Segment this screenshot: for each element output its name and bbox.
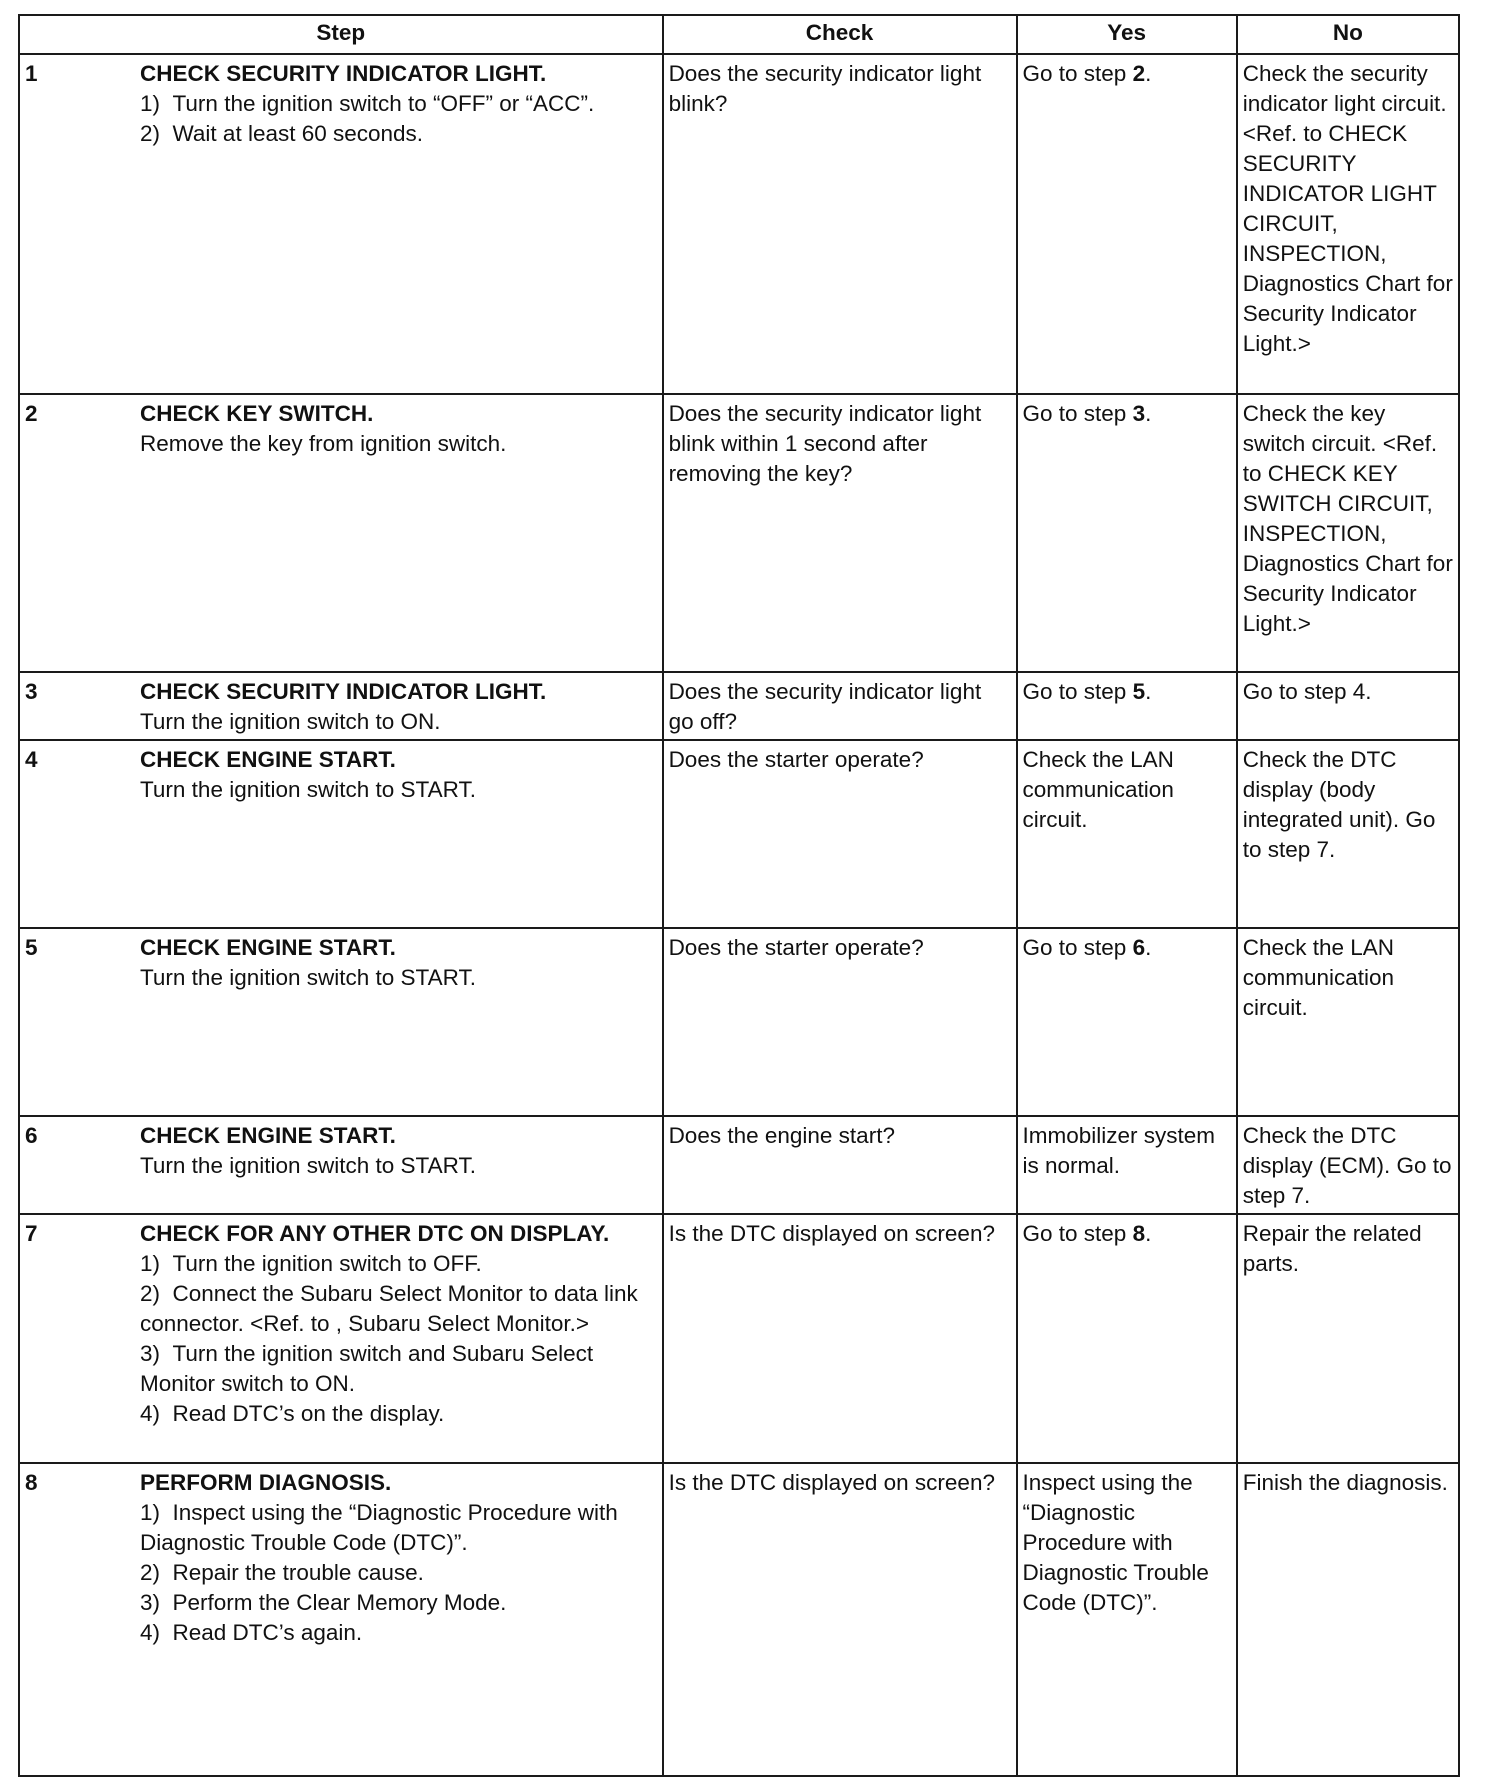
step-instruction: Turn the ignition switch to START. [140, 777, 476, 802]
table-row [19, 1214, 1459, 1463]
step-cell [19, 394, 663, 672]
yes-cell: Go to step 5. [1017, 672, 1237, 740]
step-instruction: 3) Perform the Clear Memory Mode. [140, 1590, 507, 1615]
step-title: CHECK SECURITY INDICATOR LIGHT. [140, 61, 547, 86]
step-instruction: 1) Inspect using the “Diagnostic Procedure with Diagnostic Trouble Code (DTC)”. [140, 1500, 618, 1555]
step-instruction: Turn the ignition switch to START. [140, 1153, 476, 1178]
step-title: CHECK ENGINE START. [140, 747, 396, 772]
step-number: 8 [25, 1470, 38, 1495]
diagnostic-chart-table [18, 14, 1460, 1777]
yes-cell: Check the LAN communication circuit. [1017, 740, 1237, 928]
yes-cell: Go to step 3. [1017, 394, 1237, 672]
check-cell: Does the starter operate? [663, 740, 1017, 928]
check-cell: Is the DTC displayed on screen? [663, 1463, 1017, 1776]
no-cell: Check the DTC display (ECM). Go to step 7. [1237, 1116, 1459, 1214]
step-number: 7 [25, 1221, 38, 1246]
step-instruction: 4) Read DTC’s again. [140, 1620, 363, 1645]
step-number: 4 [25, 747, 38, 772]
step-cell [19, 672, 663, 740]
table-row [19, 1116, 1459, 1214]
step-instruction: Remove the key from ignition switch. [140, 431, 507, 456]
step-instruction: 1) Turn the ignition switch to OFF. [140, 1251, 482, 1276]
no-cell: Check the security indicator light circuit. <Ref. to CHECK SECURITY INDICATOR LIGHT CIRCUIT, INSPECTION, Diagnostics Chart for Security Indicator Light.> [1237, 54, 1459, 394]
step-instruction: 2) Repair the trouble cause. [140, 1560, 424, 1585]
table-row [19, 672, 1459, 740]
table-header-row [19, 15, 1459, 54]
check-cell: Does the engine start? [663, 1116, 1017, 1214]
check-cell: Is the DTC displayed on screen? [663, 1214, 1017, 1463]
table-row [19, 740, 1459, 928]
yes-cell: Go to step 8. [1017, 1214, 1237, 1463]
table-row [19, 1463, 1459, 1776]
check-cell: Does the security indicator light blink? [663, 54, 1017, 394]
yes-cell: Immobilizer system is normal. [1017, 1116, 1237, 1214]
column-header-step: Step [19, 15, 663, 54]
step-number: 3 [25, 679, 38, 704]
yes-cell: Go to step 2. [1017, 54, 1237, 394]
column-header-no: No [1237, 15, 1459, 54]
step-cell [19, 740, 663, 928]
step-title: CHECK KEY SWITCH. [140, 401, 374, 426]
no-cell: Check the DTC display (body integrated unit). Go to step 7. [1237, 740, 1459, 928]
step-cell [19, 1116, 663, 1214]
no-cell: Check the LAN communication circuit. [1237, 928, 1459, 1116]
step-cell [19, 1463, 663, 1776]
column-header-yes: Yes [1017, 15, 1237, 54]
step-cell [19, 1214, 663, 1463]
step-instruction: Turn the ignition switch to START. [140, 965, 476, 990]
step-instruction: 2) Connect the Subaru Select Monitor to data link connector. <Ref. to , Subaru Select Monitor.> [140, 1281, 638, 1336]
step-instruction: 4) Read DTC’s on the display. [140, 1401, 445, 1426]
step-number: 1 [25, 61, 38, 86]
step-number: 2 [25, 401, 38, 426]
table-row [19, 54, 1459, 394]
step-instruction: Turn the ignition switch to ON. [140, 709, 441, 734]
step-instruction: 2) Wait at least 60 seconds. [140, 121, 424, 146]
table-row [19, 394, 1459, 672]
step-title: CHECK SECURITY INDICATOR LIGHT. [140, 679, 547, 704]
step-title: CHECK ENGINE START. [140, 935, 396, 960]
yes-cell: Inspect using the “Diagnostic Procedure with Diagnostic Trouble Code (DTC)”. [1017, 1463, 1237, 1776]
table-row [19, 928, 1459, 1116]
step-cell [19, 928, 663, 1116]
yes-cell: Go to step 6. [1017, 928, 1237, 1116]
column-header-check: Check [663, 15, 1017, 54]
step-number: 5 [25, 935, 38, 960]
step-instruction: 1) Turn the ignition switch to “OFF” or “ACC”. [140, 91, 595, 116]
check-cell: Does the security indicator light go off? [663, 672, 1017, 740]
step-cell [19, 54, 663, 394]
step-instruction: 3) Turn the ignition switch and Subaru Select Monitor switch to ON. [140, 1341, 594, 1396]
step-title: PERFORM DIAGNOSIS. [140, 1470, 392, 1495]
no-cell: Finish the diagnosis. [1237, 1463, 1459, 1776]
no-cell: Go to step 4. [1237, 672, 1459, 740]
no-cell: Check the key switch circuit. <Ref. to CHECK KEY SWITCH CIRCUIT, INSPECTION, Diagnostics Chart for Security Indicator Light.> [1237, 394, 1459, 672]
check-cell: Does the starter operate? [663, 928, 1017, 1116]
no-cell: Repair the related parts. [1237, 1214, 1459, 1463]
step-title: CHECK ENGINE START. [140, 1123, 396, 1148]
step-number: 6 [25, 1123, 38, 1148]
step-title: CHECK FOR ANY OTHER DTC ON DISPLAY. [140, 1221, 610, 1246]
check-cell: Does the security indicator light blink within 1 second after removing the key? [663, 394, 1017, 672]
